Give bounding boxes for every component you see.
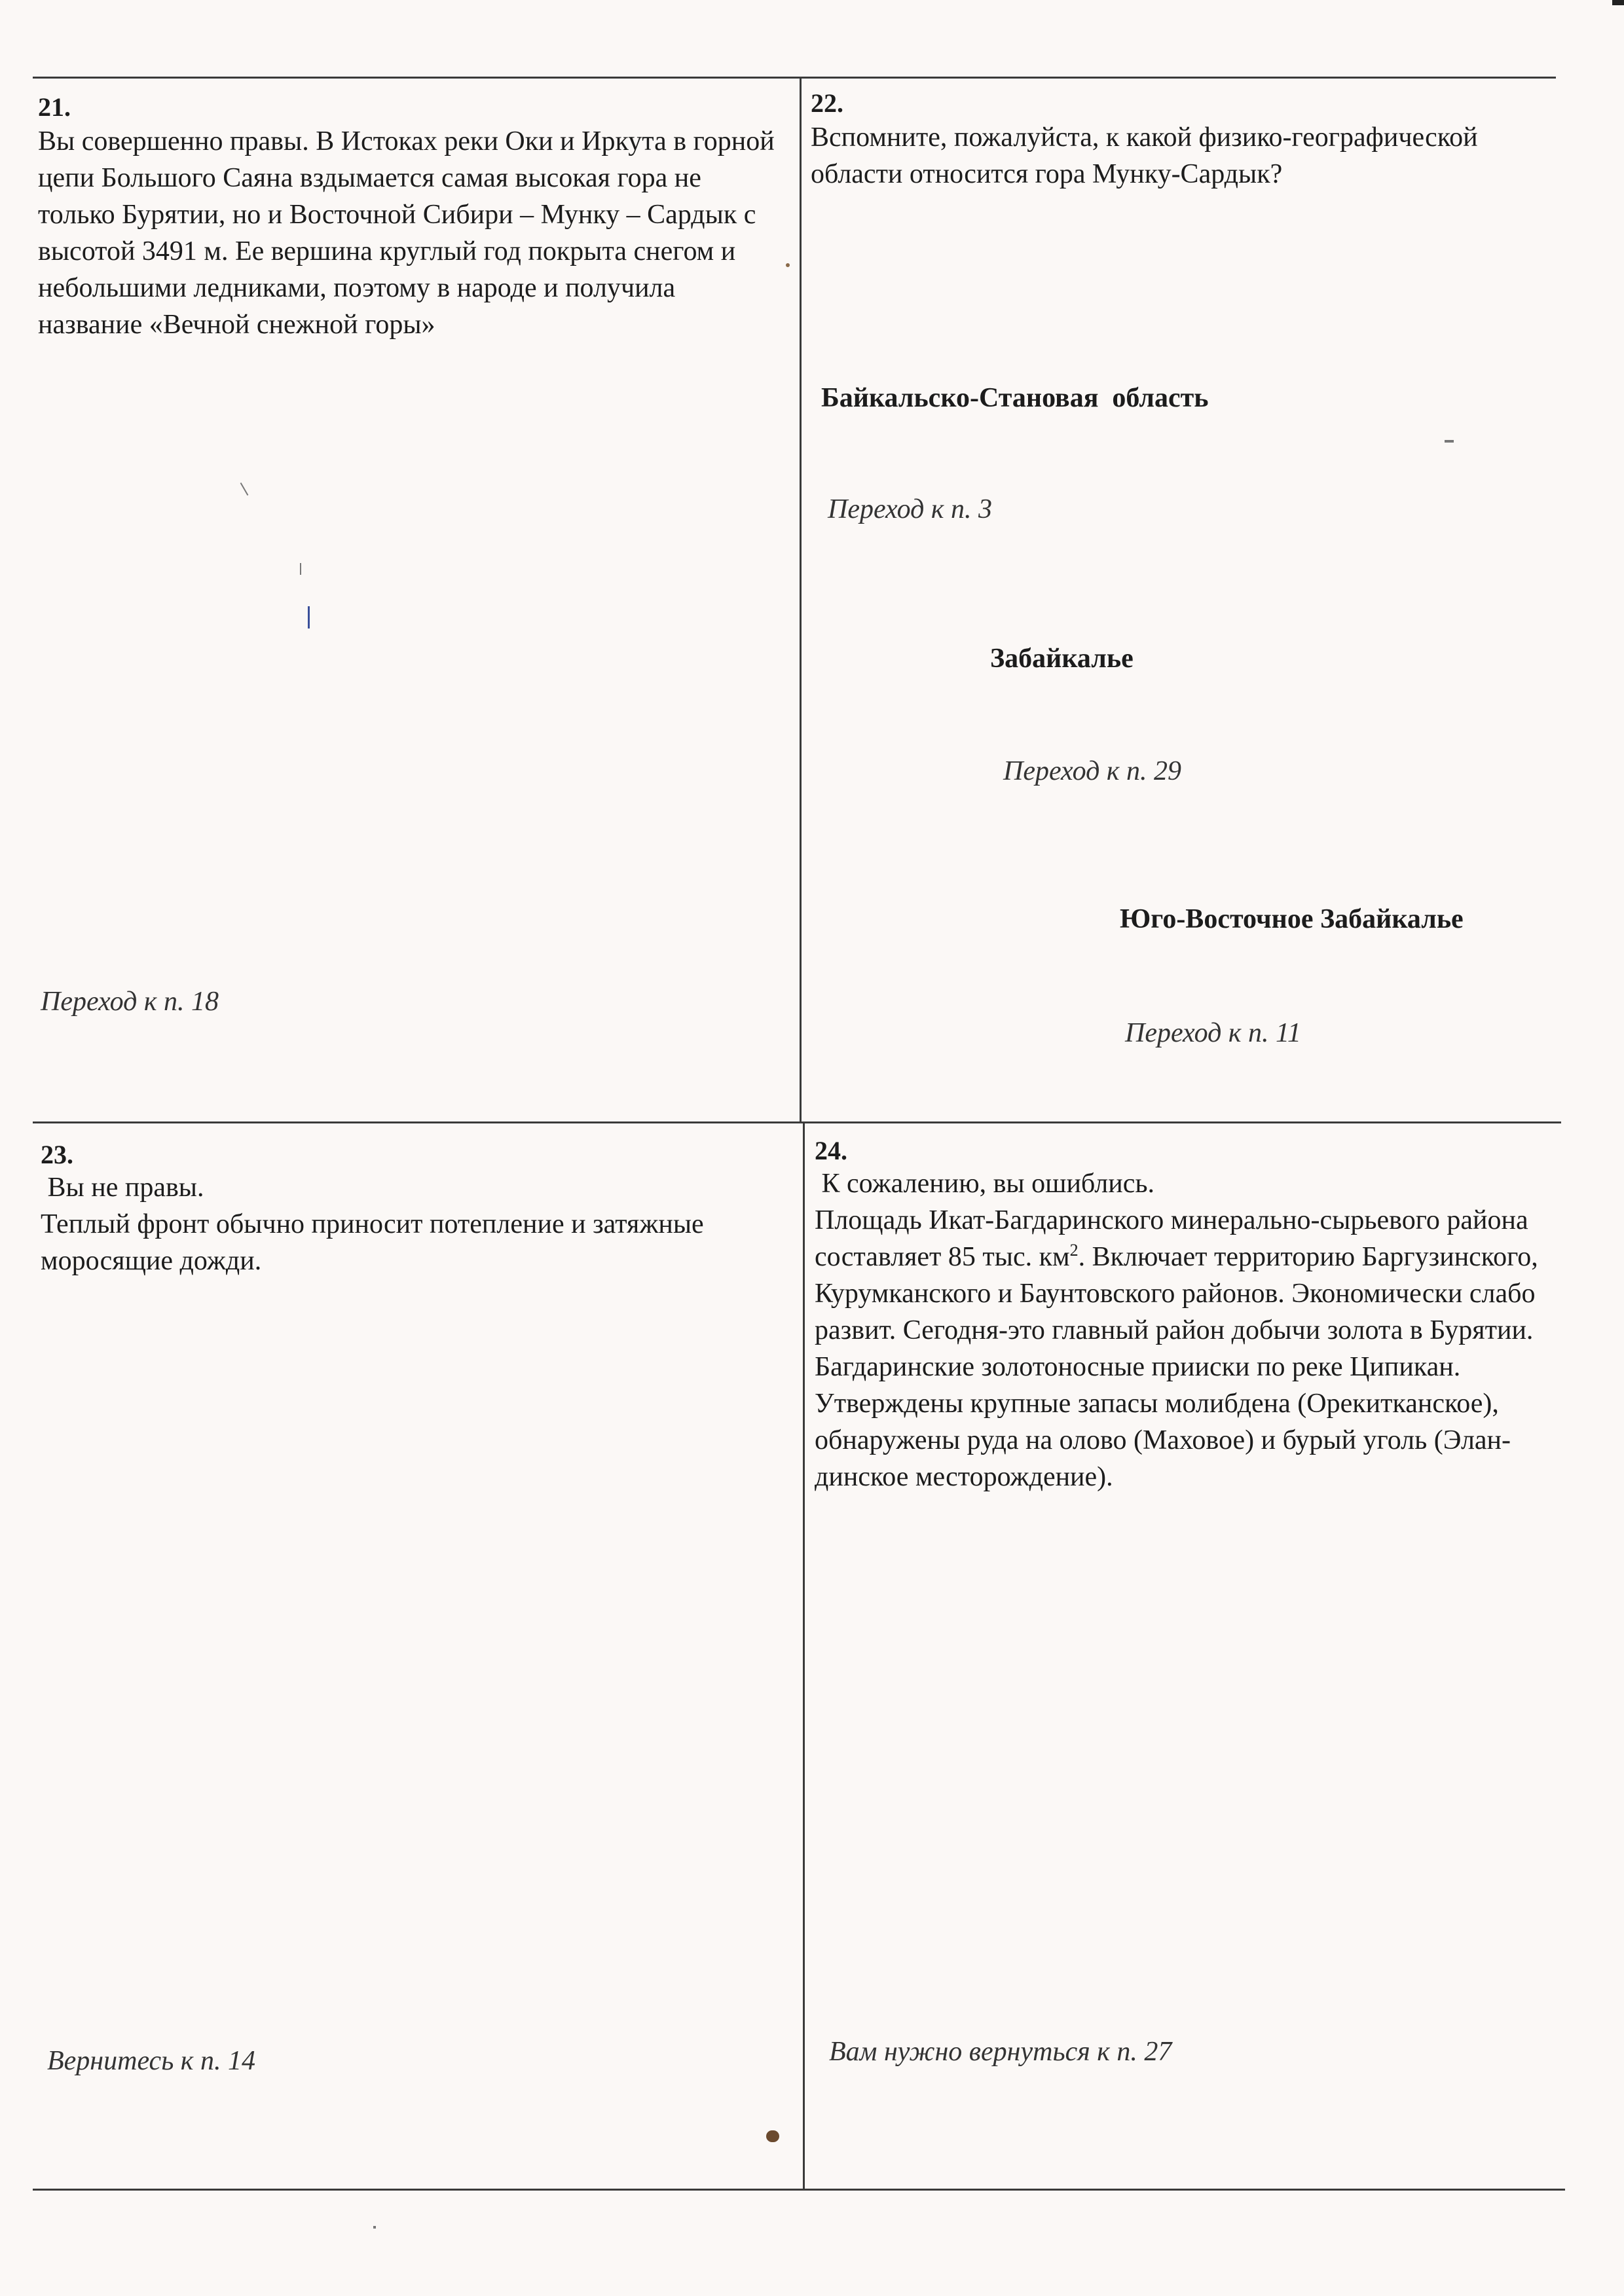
center-divider-bottom [803,1121,805,2190]
card-24-superscript: 2 [1069,1241,1079,1260]
card-22-question: Вспомните, пожалуйста, к какой физико-географической области относится гора Мунку-Сардык? [811,122,1478,189]
card-23-line1: Вы не правы. [41,1173,204,1203]
scan-speck [786,263,790,267]
scan-speck [373,2226,376,2229]
option-yugo-vostochnoe-link[interactable]: Переход к п. 11 [1125,1018,1301,1048]
middle-border [33,1121,1561,1123]
card-21-text: Вы совершенно правы. В Истоках реки Оки и Иркута в горной цепи Большого Саяна вздымается самая высокая гора не только Бурятии, но и Восточной Сибири – Мунку – Сардык с высотой 3491 м. Ее вершина круглый год покрыта снегом и небольшими ледниками, поэтому в народе и получила название «Вечной снежной горы» [38,126,775,340]
corner-mark [1612,0,1624,5]
card-23-number: 23. [41,1140,73,1169]
card-24-text-part2: . Включает территорию Баргузинского, Курумканского и Баунтовского районов. Экономически слабо развит. Сегодня-это главный район добычи золота в Бурятии. Багдаринские золотоносные прииски по реке Ципикан. Утверждены крупные запасы молибдена (Орекитканское), обнаружены руда на олово (Маховое) и бурый уголь (Эландинское месторождение). [815,1242,1538,1492]
card-21-link[interactable]: Переход к п. 18 [41,987,219,1017]
option-zabaikalye[interactable]: Забайкалье [990,644,1134,674]
scan-speck [308,606,310,629]
bottom-border [33,2189,1565,2191]
card-24-number: 24. [815,1136,847,1165]
card-21-number: 21. [38,92,71,122]
card-24-line1: К сожалению, вы ошиблись. [815,1169,1154,1199]
scan-speck [240,483,249,496]
option-zabaikalye-link[interactable]: Переход к п. 29 [1003,756,1181,786]
card-23-link[interactable]: Вернитесь к п. 14 [47,2046,255,2076]
card-24-text-part1: Площадь Икат-Багдаринского минерально-сырьевого района составляет 85 тыс. км [815,1205,1528,1272]
option-yugo-vostochnoe[interactable]: Юго-Восточное Забайкалье [1120,904,1464,934]
top-border [33,77,1556,79]
option-baikal-stanovaya[interactable]: Байкальско-Становая область [821,383,1209,413]
option-baikal-stanovaya-link[interactable]: Переход к п. 3 [828,494,992,524]
card-22-number: 22. [811,88,843,118]
center-divider-top [800,77,802,1123]
scan-speck [766,2130,779,2142]
scan-speck [300,563,301,575]
scan-speck [1445,440,1454,443]
card-24-link[interactable]: Вам нужно вернуться к п. 27 [829,2037,1172,2067]
card-24-text [815,1202,1553,1495]
card-23-line2: Теплый фронт обычно приносит потепление и затяжные моросящие дожди. [41,1209,704,1276]
